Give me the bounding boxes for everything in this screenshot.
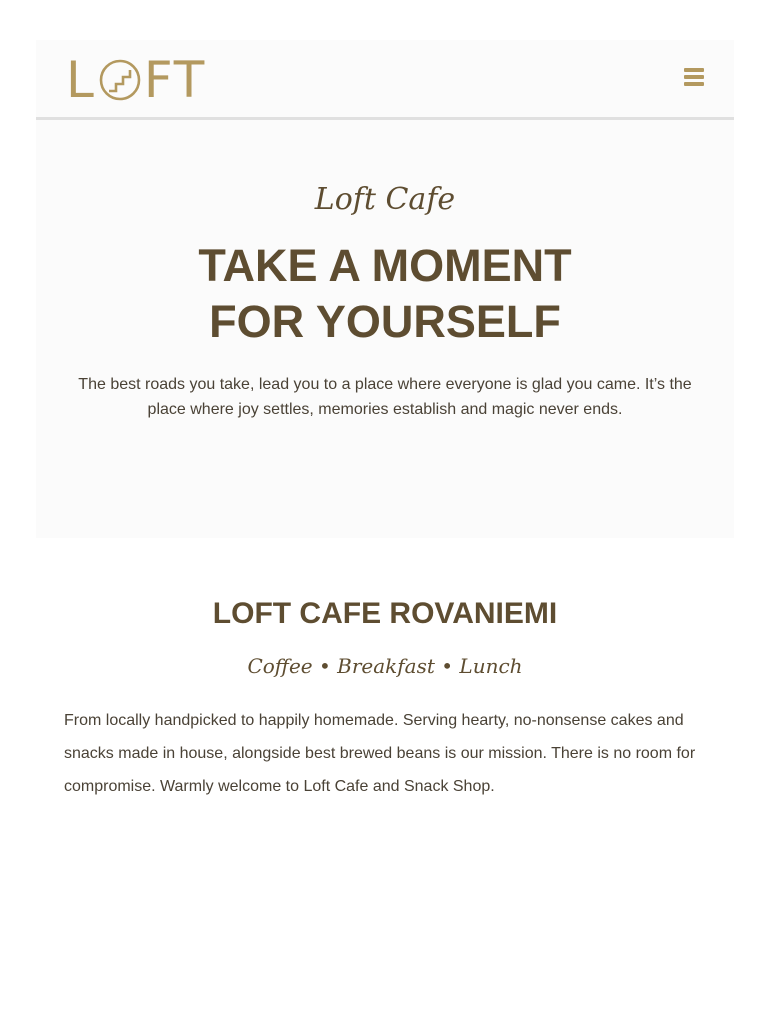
hero-headline-line-1: TAKE A MOMENT xyxy=(198,240,572,291)
menu-bar xyxy=(684,68,704,72)
about-section xyxy=(36,538,734,838)
hero-kicker: Loft Cafe xyxy=(314,182,456,217)
logo-letter-l: L xyxy=(66,51,96,109)
menu-bar xyxy=(684,82,704,86)
about-body-text: From locally handpicked to happily homemade. Serving hearty, no-nonsense cakes and snacks made in house, alongside best brewed beans is our mission. There is no room for compromise. Warmly welcome to Loft Cafe and Snack Shop. xyxy=(64,712,696,795)
about-title: LOFT CAFE ROVANIEMI xyxy=(212,597,558,630)
loft-logo[interactable] xyxy=(66,51,207,109)
logo-stairs-o-icon xyxy=(98,58,142,102)
hero-section xyxy=(36,120,734,538)
about-tagline: Coffee • Breakfast • Lunch xyxy=(247,654,523,678)
menu-bar xyxy=(684,75,704,79)
hero-lead-text: The best roads you take, lead you to a place where everyone is glad you came. It’s the place where joy settles, memories establish and magic never ends. xyxy=(78,376,692,418)
hamburger-menu-icon[interactable] xyxy=(684,68,704,88)
hero-headline-line-2: FOR YOURSELF xyxy=(209,296,561,347)
logo-letters-ft: FT xyxy=(143,51,207,109)
site-header xyxy=(36,40,734,120)
hero-headline xyxy=(36,238,734,350)
